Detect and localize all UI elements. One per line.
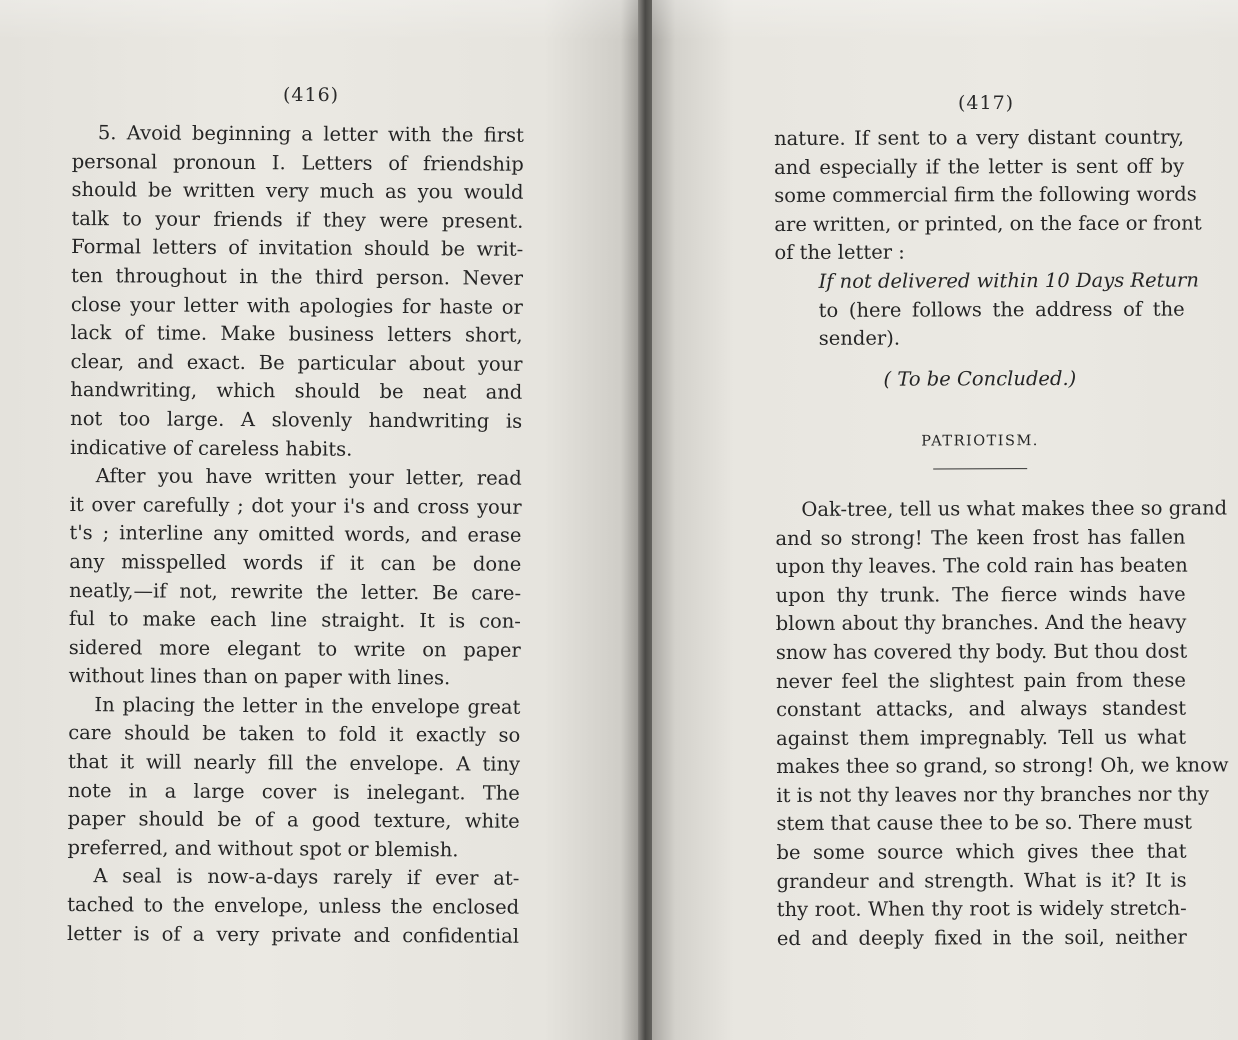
page-number-right: (417) — [958, 92, 1015, 114]
text-line: sidered more elegant to write on paper — [68, 635, 521, 662]
text-line: ed and deeply fixed in the soil, neither — [776, 925, 1187, 950]
text-line: Oak-tree, tell us what makes thee so grand — [801, 496, 1228, 521]
text-line: handwriting, which should be neat and — [70, 378, 523, 405]
right-page-text — [774, 124, 1229, 954]
left-page-text — [67, 119, 524, 951]
text-line: be some source which gives thee that — [776, 839, 1187, 865]
text-line: note in a large cover is inelegant. The — [67, 778, 520, 805]
text-line: care should be taken to fold it exactly so — [68, 721, 521, 748]
page-highlight — [652, 0, 1238, 40]
text-line: letter is of a very private and confidential — [66, 921, 520, 948]
text-line: ful to make each line straight. It is con- — [68, 607, 522, 633]
text-line: In placing the letter in the envelope great — [94, 693, 521, 719]
text-line: it is not thy leaves nor thy branches nor thy — [776, 782, 1210, 807]
text-line: it over carefully ; dot your i's and cross your — [69, 492, 522, 519]
quote-line: to (here follows the address of the — [818, 297, 1185, 322]
text-line: and especially if the letter is sent off by — [774, 154, 1185, 179]
text-line: without lines than on paper with lines. — [68, 664, 451, 690]
text-line: are written, or printed, on the face or front — [774, 211, 1202, 236]
text-line: preferred, and without spot or blemish. — [67, 835, 459, 862]
quote-line: If not delivered within 10 Days Return — [818, 268, 1199, 293]
text-line: constant attacks, and always standest — [776, 696, 1187, 722]
text-line: blown about thy branches. And the heavy — [775, 610, 1187, 636]
text-line: never feel the slightest pain from these — [775, 668, 1186, 693]
text-line: talk to your friends if they were present. — [71, 206, 524, 233]
text-line: Formal letters of invitation should be writ- — [71, 235, 524, 262]
text-line: thy root. When thy root is widely stretch- — [776, 896, 1187, 922]
text-line: personal pronoun I. Letters of friendship — [71, 149, 524, 176]
text-line: upon thy trunk. The fierce winds have — [775, 582, 1186, 607]
heading-rule — [933, 468, 1027, 469]
quote-line: sender). — [818, 326, 901, 351]
text-line: grandeur and strength. What is it? It is — [776, 868, 1187, 893]
text-line: lack of time. Make business letters short, — [70, 321, 523, 347]
text-line: any misspelled words if it can be done — [69, 549, 522, 576]
right-page — [652, 0, 1238, 1040]
text-line: t's ; interline any omitted words, and erase — [69, 521, 522, 548]
text-line: ten throughout in the third person. Never — [70, 263, 524, 290]
text-line: upon thy leaves. The cold rain has beaten — [775, 553, 1188, 579]
text-line: and so strong! The keen frost has fallen — [775, 525, 1186, 550]
text-line: should be written very much as you would — [71, 178, 524, 204]
text-line: not too large. A slovenly handwriting is — [70, 406, 523, 433]
section-heading: PATRIOTISM. — [921, 433, 1039, 450]
text-line: A seal is now-a-days rarely if ever at- — [93, 864, 520, 891]
text-line: that it will nearly fill the envelope. A tiny — [68, 750, 521, 776]
text-line: makes thee so grand, so strong! Oh, we know — [776, 753, 1229, 779]
text-line: of the letter : — [774, 240, 905, 265]
text-line: close your letter with apologies for haste or — [70, 292, 523, 319]
text-line: snow has covered thy body. But thou dost — [775, 639, 1188, 664]
page-number-left: (416) — [283, 84, 340, 106]
text-line: against them impregnably. Tell us what — [776, 725, 1187, 750]
text-line: nature. If sent to a very distant country, — [774, 125, 1185, 150]
text-line: After you have written your letter, read — [95, 464, 522, 490]
text-line: stem that cause thee to be so. There must — [776, 811, 1192, 836]
text-line: paper should be of a good texture, white — [67, 807, 520, 833]
to-be-concluded-note: ( To be Concluded.) — [883, 366, 1077, 391]
text-line: clear, and exact. Be particular about your — [70, 349, 523, 376]
text-line: tached to the envelope, unless the enclosed — [67, 893, 520, 919]
page-highlight — [0, 0, 640, 40]
text-line: neatly,—if not, rewrite the letter. Be care- — [69, 578, 522, 605]
text-line: 5. Avoid beginning a letter with the first — [97, 121, 524, 147]
text-line: some commercial firm the following words — [774, 182, 1197, 208]
text-line: indicative of careless habits. — [69, 435, 353, 461]
